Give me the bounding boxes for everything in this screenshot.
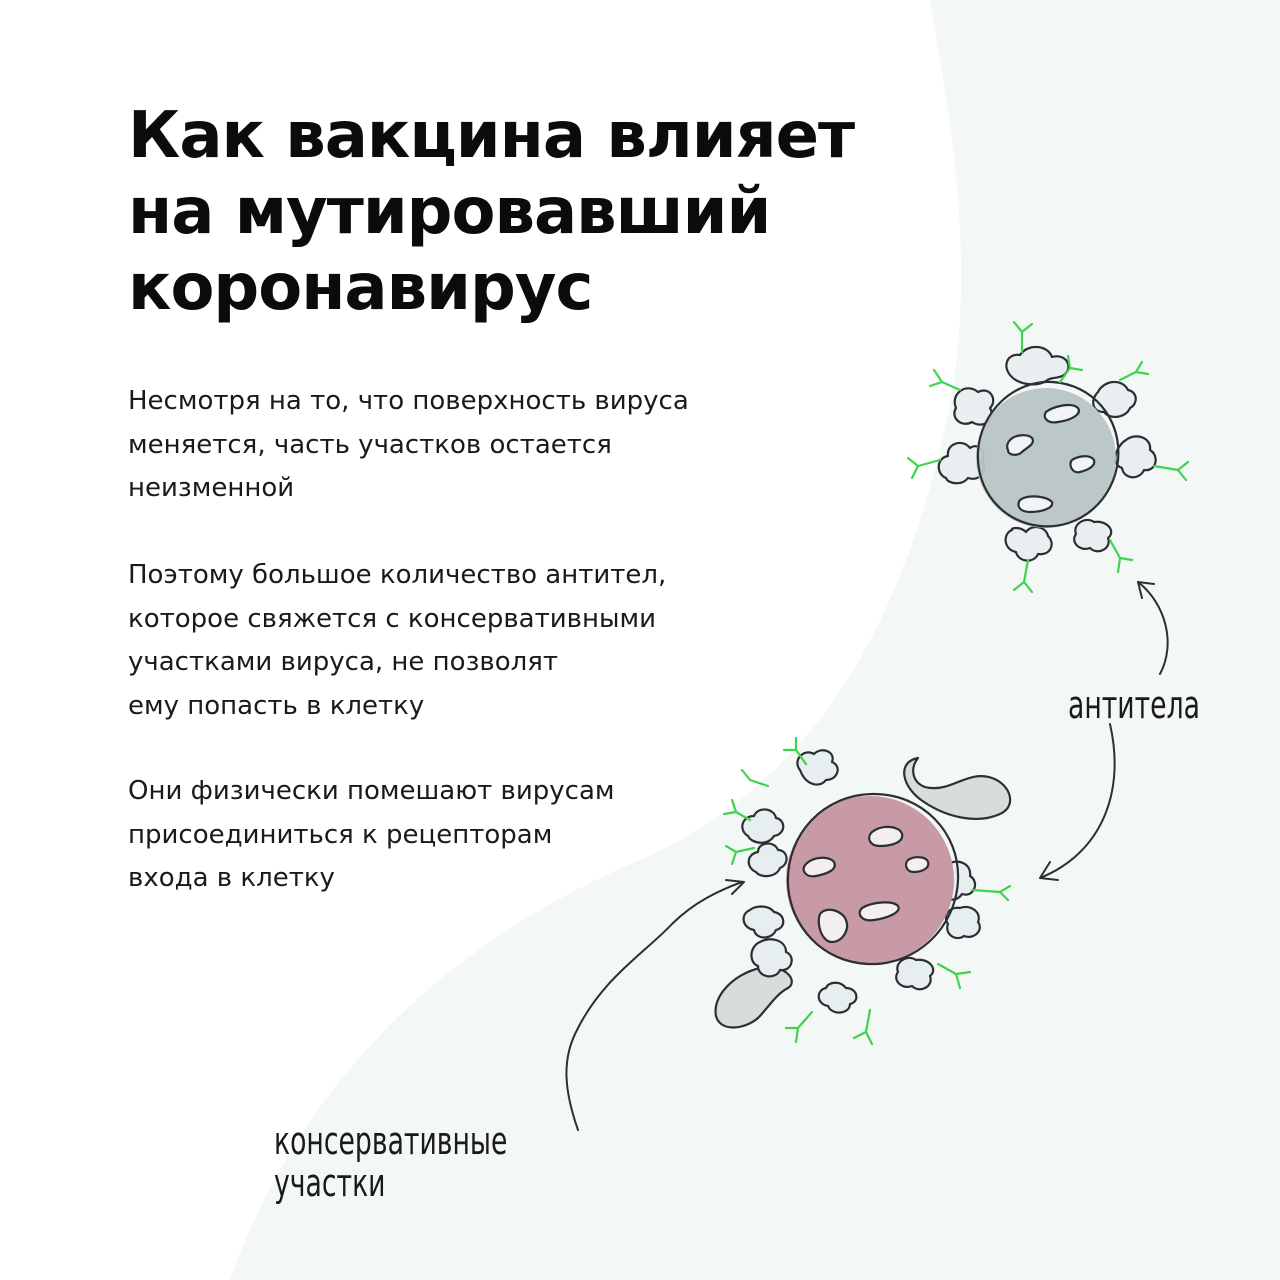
paragraph-line: неизменной [128,473,295,503]
paragraph-line: Несмотря на то, что поверхность вируса [128,386,689,416]
paragraph-line: Поэтому большое количество антител, [128,560,667,590]
title-line-1: Как вакцина влияет [128,99,855,173]
arrow-antibodies-to-grey-virus [1138,582,1168,674]
title-line-3: коронавирус [128,251,593,325]
paragraph-line: участками вируса, не позволят [128,647,559,677]
arrow-antibodies-to-pink-virus [1040,724,1115,880]
paragraph-line: меняется, часть участков остается [128,429,612,460]
pink-virus-illustration [716,738,1011,1044]
paragraph-line: Они физически помешают вирусам [128,776,615,806]
label-antibodies: антитела [1068,683,1200,727]
label-conserved-line-2: участки [274,1161,386,1205]
paragraph-line: входа в клетку [128,863,335,893]
paragraph-line: присоединиться к рецепторам [128,819,553,850]
label-conserved-line-1: консервативные [274,1119,508,1163]
paragraph-line: которое свяжется с консервативными [128,603,656,634]
grey-virus-illustration [908,322,1188,592]
paragraph-line: ему попасть в клетку [128,690,425,721]
label-conserved-regions [274,1120,507,1204]
title-line-2: на мутировавший [128,175,771,249]
